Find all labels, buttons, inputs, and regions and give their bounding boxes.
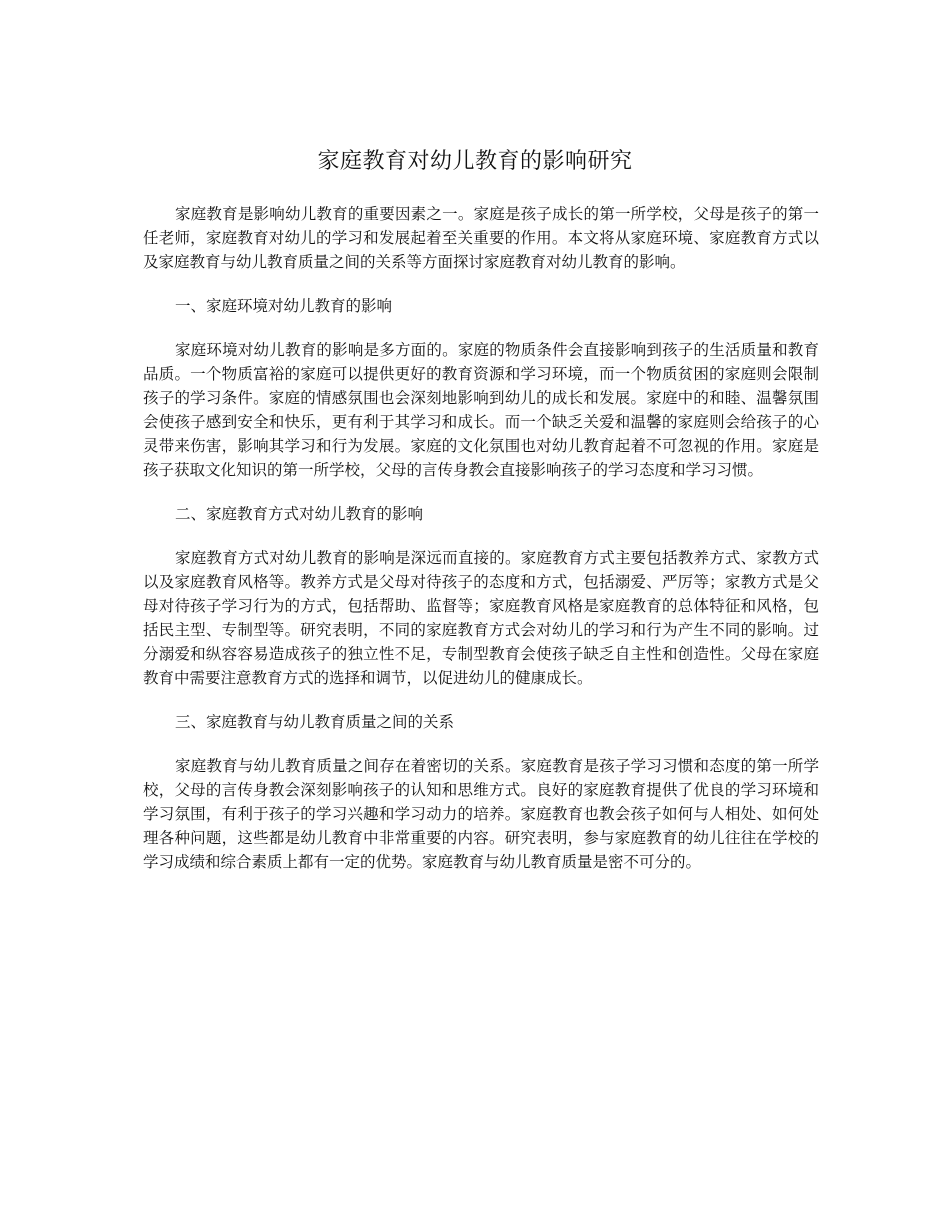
section-heading-education-quality: 三、家庭教育与幼儿教育质量之间的关系 — [175, 713, 455, 731]
section-heading-education-methods: 二、家庭教育方式对幼儿教育的影响 — [175, 505, 424, 523]
document-body — [143, 202, 819, 894]
section-heading-family-environment: 一、家庭环境对幼儿教育的影响 — [175, 297, 393, 315]
section-paragraph-education-methods: 家庭教育方式对幼儿教育的影响是深远而直接的。家庭教育方式主要包括教养方式、家教方式以及家庭教育风格等。教养方式是父母对待孩子的态度和方式，包括溺爱、严厉等；家教方式是父母对待孩子学习行为的方式，包括帮助、监督等；家庭教育风格是家庭教育的总体特征和风格，包括民主型、专制型等。研究表明，不同的家庭教育方式会对幼儿的学习和行为产生不同的影响。过分溺爱和纵容容易造成孩子的独立性不足，专制型教育会使孩子缺乏自主性和创造性。父母在家庭教育中需要注意教育方式的选择和调节，以促进幼儿的健康成长。 — [143, 549, 819, 687]
section-paragraph-education-quality: 家庭教育与幼儿教育质量之间存在着密切的关系。家庭教育是孩子学习习惯和态度的第一所学校，父母的言传身教会深刻影响孩子的认知和思维方式。良好的家庭教育提供了优良的学习环境和学习氛围，有利于孩子的学习兴趣和学习动力的培养。家庭教育也教会孩子如何与人相处、如何处理各种问题，这些都是幼儿教育中非常重要的内容。研究表明，参与家庭教育的幼儿往往在学校的学习成绩和综合素质上都有一定的优势。家庭教育与幼儿教育质量是密不可分的。 — [143, 757, 819, 871]
section-paragraph-family-environment: 家庭环境对幼儿教育的影响是多方面的。家庭的物质条件会直接影响到孩子的生活质量和教育品质。一个物质富裕的家庭可以提供更好的教育资源和学习环境，而一个物质贫困的家庭则会限制孩子的学习条件。家庭的情感氛围也会深刻地影响到幼儿的成长和发展。家庭中的和睦、温馨氛围会使孩子感到安全和快乐，更有利于其学习和成长。而一个缺乏关爱和温馨的家庭则会给孩子的心灵带来伤害，影响其学习和行为发展。家庭的文化氛围也对幼儿教育起着不可忽视的作用。家庭是孩子获取文化知识的第一所学校，父母的言传身教会直接影响孩子的学习态度和学习习惯。 — [143, 341, 819, 479]
document-title: 家庭教育对幼儿教育的影响研究 — [317, 149, 633, 174]
intro-paragraph: 家庭教育是影响幼儿教育的重要因素之一。家庭是孩子成长的第一所学校，父母是孩子的第一任老师，家庭教育对幼儿的学习和发展起着至关重要的作用。本文将从家庭环境、家庭教育方式以及家庭教育与幼儿教育质量之间的关系等方面探讨家庭教育对幼儿教育的影响。 — [143, 205, 819, 271]
